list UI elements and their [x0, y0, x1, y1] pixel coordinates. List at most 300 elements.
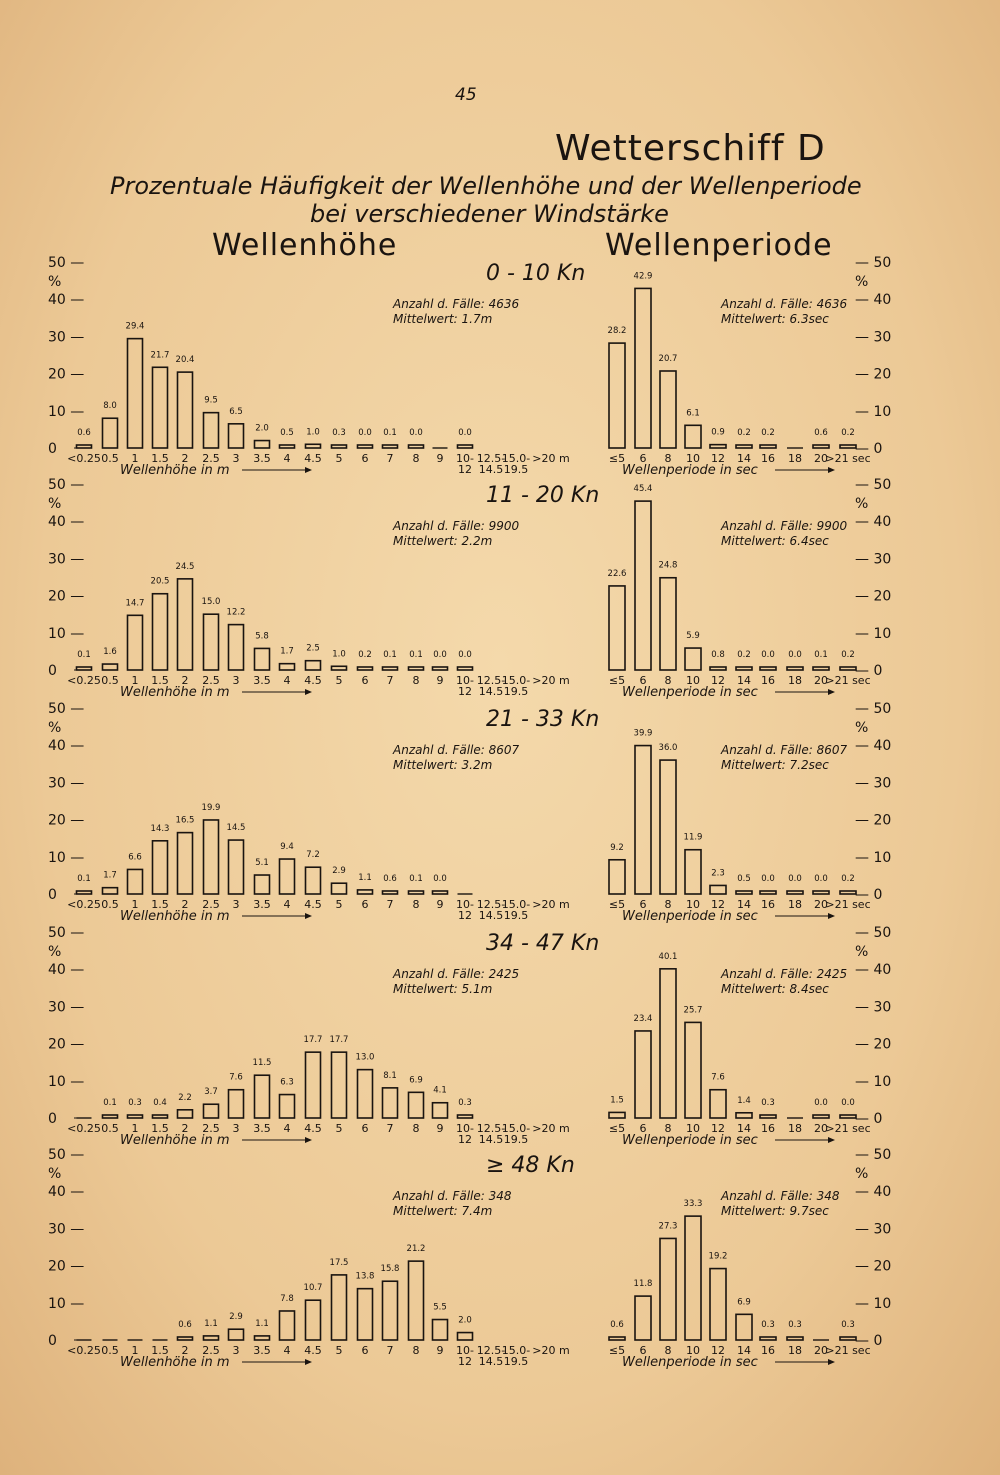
- height-x-tick-label: 1.5: [151, 898, 169, 911]
- right-y-tick-label: — 40: [855, 738, 892, 755]
- period-arrow-head: [828, 913, 835, 919]
- period-data-label: 0.9: [711, 427, 725, 438]
- height-data-label: 17.5: [329, 1257, 349, 1268]
- height-bar: [255, 1336, 270, 1340]
- height-x-tick-label: >20 m: [532, 452, 570, 465]
- period-x-tick-label: >21 sec: [825, 1344, 871, 1357]
- height-bar: [358, 1289, 373, 1340]
- period-x-tick-label: 10: [686, 452, 700, 465]
- period-x-tick-label: 8: [664, 452, 672, 465]
- period-bar: [660, 578, 676, 670]
- right-y-tick-label: — 0: [855, 663, 883, 679]
- period-bar: [736, 1314, 752, 1340]
- period-x-tick-label: 6: [639, 452, 647, 465]
- height-x-tick-label: 2.5: [202, 1344, 220, 1357]
- right-y-tick-label: — 10: [855, 1073, 892, 1090]
- left-y-tick-label: 0: [48, 887, 57, 903]
- height-x-tick-label: >20 m: [532, 1122, 570, 1135]
- height-x-tick-label: 9: [436, 674, 444, 687]
- right-y-tick-label: — 30: [855, 775, 892, 792]
- height-bar: [306, 1300, 321, 1340]
- height-x-tick-label: 3: [232, 1122, 240, 1135]
- period-x-tick-label: 8: [664, 898, 672, 911]
- height-data-label: 0.2: [358, 650, 372, 660]
- period-bar: [760, 445, 776, 448]
- period-bar: [635, 288, 651, 448]
- height-x-tick-label: 1.5: [151, 674, 169, 687]
- period-bar: [787, 667, 803, 670]
- height-x-tick-label: 9: [436, 1122, 444, 1135]
- height-bar: [153, 841, 168, 894]
- height-bar: [306, 661, 321, 670]
- height-bar: [229, 424, 244, 448]
- height-data-label: 0.0: [433, 650, 447, 660]
- period-bar: [609, 586, 625, 670]
- height-bar: [280, 1311, 295, 1340]
- period-data-label: 0.2: [737, 650, 751, 660]
- period-bar: [685, 425, 701, 448]
- height-mean-value: Mittelwert: 7.4m: [393, 1204, 493, 1218]
- right-y-tick-label: — 40: [855, 514, 892, 531]
- left-y-tick-label: 20 —: [48, 588, 85, 605]
- height-data-label: 24.5: [175, 561, 195, 572]
- height-bar: [103, 664, 118, 670]
- height-x-tick-label: 8: [412, 452, 420, 465]
- left-y-tick-label: 40 —: [48, 738, 85, 755]
- right-y-tick-label: — 20: [855, 588, 892, 605]
- height-x-tick-label: 1: [131, 674, 139, 687]
- period-bar: [736, 667, 752, 670]
- height-x-tick-label: 2.5: [202, 1122, 220, 1135]
- height-bar: [77, 445, 92, 448]
- period-arrow-head: [828, 1359, 835, 1365]
- height-mean-value: Mittelwert: 2.2m: [393, 534, 493, 548]
- height-bar: [280, 445, 295, 448]
- height-data-label: 2.2: [178, 1092, 192, 1103]
- height-x-tick-label: 1.5: [151, 1122, 169, 1135]
- height-data-label: 6.5: [229, 406, 243, 417]
- height-bar: [458, 445, 473, 448]
- height-x-tick-label: 5: [335, 898, 343, 911]
- height-x-tick-label: 6: [361, 674, 369, 687]
- period-x-tick-label: 10: [686, 674, 700, 687]
- height-data-label: 20.4: [175, 355, 195, 366]
- height-x-tick-label: 6: [361, 1122, 369, 1135]
- height-x-tick-label: 0.5: [101, 1344, 119, 1357]
- right-y-tick-label: — 0: [855, 1111, 883, 1127]
- height-bar: [255, 441, 270, 448]
- height-x-tick-label: 12.5-: [476, 898, 506, 911]
- period-x-tick-label: 20: [814, 1122, 828, 1135]
- height-bar: [77, 667, 92, 670]
- period-data-label: 6.1: [686, 408, 700, 419]
- period-data-label: 36.0: [658, 743, 678, 754]
- period-data-label: 0.6: [610, 1320, 624, 1330]
- height-bar: [383, 667, 398, 670]
- period-arrow-head: [828, 467, 835, 473]
- left-y-tick-label: 10 —: [48, 1295, 85, 1312]
- height-x-tick-label: 4: [283, 898, 291, 911]
- height-data-label: 13.8: [355, 1271, 375, 1282]
- period-x-tick-label: ≤5: [608, 1344, 626, 1357]
- height-x-tick-label: 8: [412, 674, 420, 687]
- right-y-tick-label: — 0: [855, 441, 883, 457]
- height-bar: [103, 1115, 118, 1118]
- period-x-tick-label: 18: [788, 674, 802, 687]
- subtitle-line-1: Prozentuale Häufigkeit der Wellenhöhe und der Wellenperiode: [110, 172, 862, 200]
- period-arrow-head: [828, 1137, 835, 1143]
- period-x-axis-label: Wellenperiode in sec: [622, 909, 758, 924]
- left-y-tick-label: 20 —: [48, 366, 85, 383]
- height-x-tick-label: 5: [335, 452, 343, 465]
- height-mean-value: Mittelwert: 1.7m: [393, 312, 493, 326]
- left-y-tick-label: 40 —: [48, 962, 85, 979]
- height-x-tick-label: 2: [181, 1344, 189, 1357]
- period-x-tick-label: 18: [788, 1122, 802, 1135]
- height-case-count: Anzahl d. Fälle: 4636: [393, 297, 520, 311]
- height-data-label: 9.4: [280, 842, 294, 853]
- height-x-tick-label: 0.5: [101, 898, 119, 911]
- height-x-tick-label: 14.5: [478, 1133, 504, 1146]
- height-bar: [306, 867, 321, 894]
- left-y-tick-label: %: [48, 496, 62, 512]
- period-x-tick-label: 14: [737, 1122, 751, 1135]
- period-bar: [840, 445, 856, 448]
- height-x-tick-label: 12.5-: [476, 1344, 506, 1357]
- period-data-label: 19.2: [708, 1251, 728, 1262]
- right-y-tick-label: — 50: [855, 255, 892, 271]
- height-data-label: 0.0: [458, 650, 472, 660]
- left-y-tick-label: %: [48, 1166, 62, 1182]
- period-x-tick-label: 14: [737, 898, 751, 911]
- left-y-tick-label: 10 —: [48, 849, 85, 866]
- period-data-label: 0.8: [711, 650, 725, 660]
- height-data-label: 5.5: [433, 1302, 447, 1313]
- left-y-tick-label: 0: [48, 663, 57, 679]
- height-bar: [358, 890, 373, 894]
- period-x-tick-label: 16: [761, 1122, 775, 1135]
- period-bar: [660, 760, 676, 894]
- height-x-tick-label: 4: [283, 452, 291, 465]
- period-data-label: 0.0: [814, 874, 828, 884]
- period-x-tick-label: 16: [761, 674, 775, 687]
- period-data-label: 1.4: [737, 1095, 751, 1106]
- period-data-label: 11.9: [683, 832, 703, 843]
- right-y-tick-label: — 30: [855, 329, 892, 346]
- period-data-label: 0.3: [841, 1320, 855, 1330]
- period-data-label: 7.6: [711, 1072, 725, 1083]
- height-x-tick-label: 12: [458, 909, 472, 922]
- height-data-label: 20.5: [150, 576, 170, 587]
- height-bar: [255, 875, 270, 894]
- height-data-label: 5.1: [255, 858, 269, 869]
- period-x-tick-label: 10: [686, 1122, 700, 1135]
- height-bar: [383, 891, 398, 894]
- height-data-label: 0.1: [409, 650, 423, 660]
- height-x-tick-label: 3.5: [253, 1122, 271, 1135]
- height-x-tick-label: 2.5: [202, 452, 220, 465]
- height-x-tick-label: 5: [335, 1344, 343, 1357]
- height-x-tick-label: 14.5: [478, 463, 504, 476]
- period-bar: [760, 667, 776, 670]
- right-y-tick-label: — 50: [855, 477, 892, 493]
- height-bar: [433, 891, 448, 894]
- height-data-label: 1.1: [255, 1318, 269, 1329]
- height-x-tick-label: 1.5: [151, 1344, 169, 1357]
- height-bar: [280, 1095, 295, 1118]
- period-bar: [787, 1337, 803, 1340]
- period-x-tick-label: 12: [711, 674, 725, 687]
- period-data-label: 5.9: [686, 631, 700, 642]
- height-x-tick-label: 7: [386, 674, 394, 687]
- height-data-label: 2.9: [332, 866, 346, 877]
- height-bar: [204, 413, 219, 448]
- height-bar: [204, 1336, 219, 1340]
- period-x-tick-label: 12: [711, 898, 725, 911]
- height-bar: [153, 367, 168, 448]
- height-x-tick-label: 1: [131, 1344, 139, 1357]
- period-bar: [660, 1238, 676, 1340]
- height-bar: [178, 833, 193, 894]
- period-x-tick-label: 12: [711, 1344, 725, 1357]
- period-data-label: 0.0: [761, 874, 775, 884]
- period-x-tick-label: 16: [761, 1344, 775, 1357]
- height-x-tick-label: <0.25: [67, 452, 101, 465]
- height-x-tick-label: 4: [283, 674, 291, 687]
- height-arrow-head: [305, 689, 312, 695]
- period-x-tick-label: 20: [814, 898, 828, 911]
- height-bar: [153, 1115, 168, 1118]
- height-x-tick-label: 9: [436, 1344, 444, 1357]
- period-x-tick-label: 12: [711, 452, 725, 465]
- left-y-tick-label: 0: [48, 1333, 57, 1349]
- height-x-axis-label: Wellenhöhe in m: [120, 1355, 230, 1370]
- height-data-label: 11.5: [252, 1058, 272, 1069]
- height-x-tick-label: 3: [232, 452, 240, 465]
- left-y-tick-label: 20 —: [48, 812, 85, 829]
- height-x-tick-label: 4.5: [304, 1122, 322, 1135]
- period-bar: [710, 1090, 726, 1118]
- period-x-axis-label: Wellenperiode in sec: [622, 1133, 758, 1148]
- period-bar: [840, 1115, 856, 1118]
- height-bar: [128, 339, 143, 448]
- height-arrow-head: [305, 467, 312, 473]
- period-bar: [760, 1115, 776, 1118]
- height-x-tick-label: 5: [335, 674, 343, 687]
- period-x-tick-label: 18: [788, 898, 802, 911]
- height-data-label: 17.7: [303, 1035, 323, 1046]
- period-bar: [660, 969, 676, 1118]
- period-bar: [685, 1216, 701, 1340]
- height-bar: [204, 614, 219, 670]
- height-data-label: 0.3: [128, 1098, 142, 1108]
- period-data-label: 40.1: [658, 951, 678, 962]
- height-bar: [229, 840, 244, 894]
- left-y-tick-label: 40 —: [48, 1184, 85, 1201]
- height-data-label: 0.6: [178, 1320, 192, 1330]
- height-bar: [306, 444, 321, 448]
- height-x-tick-label: 10-: [456, 1122, 474, 1135]
- height-x-tick-label: 8: [412, 898, 420, 911]
- period-data-label: 0.6: [814, 428, 828, 438]
- height-bar: [332, 1052, 347, 1118]
- period-data-label: 9.2: [610, 842, 624, 853]
- period-bar: [685, 850, 701, 894]
- right-y-tick-label: — 20: [855, 1258, 892, 1275]
- height-data-label: 0.0: [358, 428, 372, 438]
- height-data-label: 1.1: [358, 872, 372, 883]
- height-x-tick-label: 3.5: [253, 452, 271, 465]
- height-data-label: 17.7: [329, 1035, 349, 1046]
- height-bar: [153, 594, 168, 670]
- height-x-tick-label: 12: [458, 1133, 472, 1146]
- period-x-axis-label: Wellenperiode in sec: [622, 685, 758, 700]
- left-y-tick-label: 50 —: [48, 701, 85, 717]
- height-data-label: 0.1: [77, 650, 91, 660]
- height-arrow-head: [305, 1137, 312, 1143]
- period-x-tick-label: ≤5: [608, 898, 626, 911]
- period-x-tick-label: 14: [737, 674, 751, 687]
- height-case-count: Anzahl d. Fälle: 2425: [393, 967, 520, 981]
- period-x-tick-label: 8: [664, 1122, 672, 1135]
- height-bar: [409, 891, 424, 894]
- period-x-tick-label: 16: [761, 452, 775, 465]
- height-mean-value: Mittelwert: 3.2m: [393, 758, 493, 772]
- right-y-tick-label: — 30: [855, 999, 892, 1016]
- height-x-tick-label: >20 m: [532, 674, 570, 687]
- period-data-label: 33.3: [683, 1199, 703, 1210]
- period-x-tick-label: 20: [814, 674, 828, 687]
- right-y-tick-label: — 40: [855, 962, 892, 979]
- height-data-label: 0.3: [458, 1098, 472, 1108]
- period-bar: [813, 667, 829, 670]
- period-data-label: 0.0: [788, 874, 802, 884]
- period-x-tick-label: >21 sec: [825, 674, 871, 687]
- height-case-count: Anzahl d. Fälle: 8607: [393, 743, 520, 757]
- left-y-tick-label: 10 —: [48, 625, 85, 642]
- period-data-label: 0.3: [761, 1098, 775, 1108]
- height-x-tick-label: 2.5: [202, 898, 220, 911]
- height-bar: [458, 1333, 473, 1340]
- height-x-tick-label: 4.5: [304, 1344, 322, 1357]
- period-case-count: Anzahl d. Fälle: 9900: [721, 519, 848, 533]
- period-x-tick-label: 6: [639, 1122, 647, 1135]
- period-bar: [760, 891, 776, 894]
- height-data-label: 7.6: [229, 1072, 243, 1083]
- period-bar: [635, 1296, 651, 1340]
- height-bar: [383, 1281, 398, 1340]
- height-bar: [383, 1088, 398, 1118]
- period-data-label: 0.0: [841, 1098, 855, 1108]
- height-bar: [409, 667, 424, 670]
- period-x-tick-label: 8: [664, 1344, 672, 1357]
- period-bar: [635, 501, 651, 670]
- height-data-label: 9.5: [204, 395, 218, 406]
- height-bar: [358, 445, 373, 448]
- height-data-label: 7.2: [306, 850, 320, 861]
- right-y-tick-label: — 10: [855, 625, 892, 642]
- period-bar: [710, 445, 726, 448]
- period-x-tick-label: >21 sec: [825, 1122, 871, 1135]
- height-bar: [128, 869, 143, 894]
- height-case-count: Anzahl d. Fälle: 9900: [393, 519, 520, 533]
- height-x-tick-label: 1: [131, 452, 139, 465]
- period-x-tick-label: 20: [814, 452, 828, 465]
- height-x-tick-label: 7: [386, 452, 394, 465]
- page-number: 45: [455, 85, 477, 105]
- period-x-tick-label: ≤5: [608, 1122, 626, 1135]
- height-bar: [229, 1329, 244, 1340]
- height-bar: [178, 1110, 193, 1118]
- height-x-tick-label: 12: [458, 685, 472, 698]
- height-x-tick-label: 15.0-: [501, 898, 531, 911]
- left-y-tick-label: %: [48, 720, 62, 736]
- left-y-tick-label: %: [48, 944, 62, 960]
- period-case-count: Anzahl d. Fälle: 348: [721, 1189, 840, 1203]
- period-bar: [609, 343, 625, 448]
- left-y-tick-label: 20 —: [48, 1258, 85, 1275]
- height-x-tick-label: 15.0-: [501, 674, 531, 687]
- height-bar: [280, 664, 295, 670]
- right-y-tick-label: — 0: [855, 887, 883, 903]
- height-x-tick-label: 3: [232, 674, 240, 687]
- period-x-tick-label: 6: [639, 674, 647, 687]
- height-x-tick-label: 4.5: [304, 674, 322, 687]
- height-data-label: 21.7: [150, 350, 170, 361]
- period-x-tick-label: 6: [639, 898, 647, 911]
- period-bar: [609, 1112, 625, 1118]
- period-x-tick-label: 10: [686, 898, 700, 911]
- height-bar: [409, 1261, 424, 1340]
- height-data-label: 19.9: [201, 802, 221, 813]
- left-y-tick-label: 30 —: [48, 1221, 85, 1238]
- height-x-tick-label: 14.5: [478, 685, 504, 698]
- height-arrow-head: [305, 1359, 312, 1365]
- height-x-tick-label: 10-: [456, 1344, 474, 1357]
- height-x-tick-label: <0.25: [67, 674, 101, 687]
- height-bar: [358, 1070, 373, 1118]
- height-data-label: 0.4: [153, 1098, 167, 1108]
- period-data-label: 0.0: [814, 1098, 828, 1108]
- height-x-tick-label: <0.25: [67, 898, 101, 911]
- period-mean-value: Mittelwert: 6.3sec: [721, 312, 829, 326]
- period-mean-value: Mittelwert: 6.4sec: [721, 534, 829, 548]
- wind-range-label: 0 - 10 Kn: [486, 261, 586, 286]
- right-y-tick-label: %: [855, 1166, 869, 1182]
- period-data-label: 0.3: [761, 1320, 775, 1330]
- period-arrow-head: [828, 689, 835, 695]
- right-y-tick-label: %: [855, 274, 869, 290]
- left-y-tick-label: 40 —: [48, 292, 85, 309]
- period-x-tick-label: 6: [639, 1344, 647, 1357]
- right-y-tick-label: — 10: [855, 403, 892, 420]
- height-x-tick-label: 2: [181, 898, 189, 911]
- right-y-tick-label: — 40: [855, 1184, 892, 1201]
- height-x-tick-label: 10-: [456, 674, 474, 687]
- left-y-tick-label: 50 —: [48, 255, 85, 271]
- height-x-tick-label: 1.5: [151, 452, 169, 465]
- period-data-label: 0.2: [841, 874, 855, 884]
- height-data-label: 7.8: [280, 1293, 294, 1304]
- left-y-tick-label: 0: [48, 1111, 57, 1127]
- right-y-tick-label: — 20: [855, 1036, 892, 1053]
- height-bar: [103, 418, 118, 448]
- height-x-tick-label: 4.5: [304, 452, 322, 465]
- height-data-label: 1.7: [280, 646, 294, 657]
- height-x-tick-label: 9: [436, 898, 444, 911]
- period-bar: [635, 1031, 651, 1118]
- period-x-tick-label: 10: [686, 1344, 700, 1357]
